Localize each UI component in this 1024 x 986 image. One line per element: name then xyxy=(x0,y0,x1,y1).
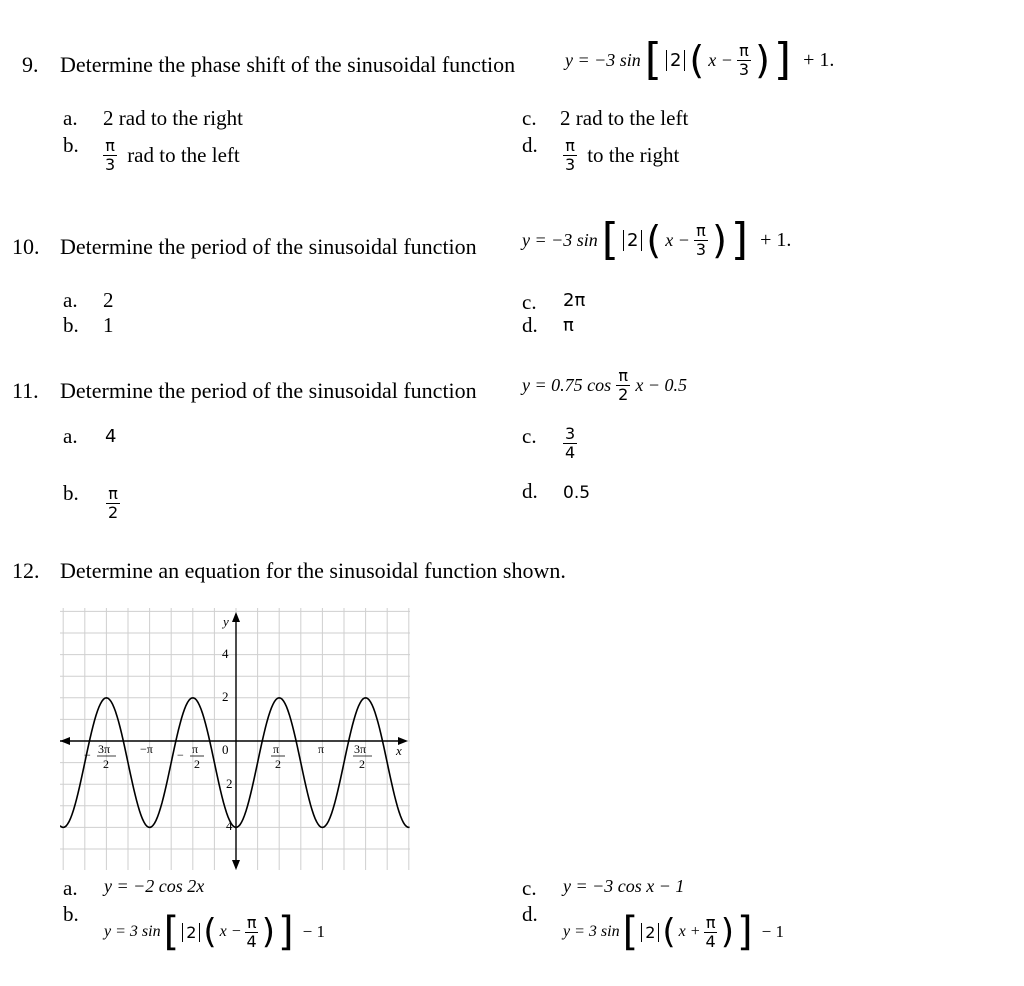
q9-option-b-fraction: $\frac{\pi}{3}$ xyxy=(105,136,116,174)
q10-option-b-letter: b. xyxy=(63,313,79,337)
q9-option-b[interactable]: $\frac{\pi}{3}$ rad to the left xyxy=(105,136,240,174)
q12-option-c[interactable]: y = −3 cos x − 1 xyxy=(563,876,685,896)
q11-option-b-fraction: $\frac{\pi}{2}$ xyxy=(108,484,119,522)
y-tick-2: 2 xyxy=(222,689,229,704)
q10-option-b[interactable]: 1 xyxy=(103,313,114,337)
q12-option-d-fraction: $\frac{\pi}{4}$ xyxy=(705,912,716,951)
q10-option-d-letter: d. xyxy=(522,313,538,337)
q11-formula-tail: x − 0.5 xyxy=(635,375,687,395)
q11-formula-lhs: y = 0.75 cos xyxy=(522,375,612,395)
q9-option-d-fraction: $\frac{\pi}{3}$ xyxy=(565,136,576,174)
q12-option-b-fraction: $\frac{\pi}{4}$ xyxy=(246,912,257,951)
q11-option-b-letter: b. xyxy=(63,481,79,505)
q11-option-c-letter: c. xyxy=(522,424,537,448)
q10-text: Determine the period of the sinusoidal function xyxy=(60,234,477,259)
q11-option-c[interactable] xyxy=(563,426,577,461)
y-tick-4: 4 xyxy=(222,646,229,661)
x-tick-0: 0 xyxy=(222,742,229,757)
q10-formula-x: x − xyxy=(665,229,690,250)
q10-option-d[interactable]: π xyxy=(563,315,574,336)
x-tick-pi: π xyxy=(318,742,325,756)
q10-formula-inner: 2 xyxy=(623,230,642,251)
q10-number: 10. xyxy=(12,234,40,259)
q10-formula-lhs: y = −3 sin xyxy=(522,229,598,250)
x-tick-neg-pi-2 xyxy=(177,742,204,771)
q10-formula-tail: + 1. xyxy=(760,228,792,251)
svg-text:π: π xyxy=(273,742,280,756)
q9-text: Determine the phase shift of the sinusoidal function xyxy=(60,52,516,77)
x-tick-neg-pi: −π xyxy=(140,742,153,756)
q12-option-d[interactable]: y = 3 sin [ 2 ( x + $\frac{\pi}{4}$ ) ] − 1 xyxy=(563,909,784,955)
q9-option-a-letter: a. xyxy=(63,106,78,130)
q9-formula-inner: 2 xyxy=(666,50,685,71)
q10-option-c[interactable]: 2π xyxy=(563,290,586,311)
x-tick-pi-2 xyxy=(271,742,285,771)
sinusoid-graph xyxy=(60,608,410,870)
q9-option-b-letter: b. xyxy=(63,133,79,157)
svg-text:3π: 3π xyxy=(354,742,367,756)
q12-number: 12. xyxy=(12,558,40,583)
q9-formula-lhs: y = −3 sin xyxy=(565,49,641,70)
y-axis-arrow-up xyxy=(232,612,240,622)
q9-formula: y = −3 sin [ 2 ( x − $\frac{\pi}{3}$ ) ] + 1. xyxy=(565,34,835,85)
svg-text:−: − xyxy=(177,748,184,762)
svg-text:π: π xyxy=(192,742,199,756)
y-tick-neg4: 4 xyxy=(226,818,233,833)
q10-option-a-letter: a. xyxy=(63,288,78,312)
svg-text:2: 2 xyxy=(275,757,281,771)
q12-text: Determine an equation for the sinusoidal function shown. xyxy=(60,558,566,583)
q10-option-c-letter: c. xyxy=(522,290,537,314)
q9-option-c[interactable]: 2 rad to the left xyxy=(560,106,689,130)
q9-formula-tail: + 1. xyxy=(803,48,835,71)
q11-option-c-fraction: $\frac{3}{4}$ xyxy=(565,424,576,462)
q9-option-d-letter: d. xyxy=(522,133,538,157)
svg-text:−: − xyxy=(84,748,91,762)
q11-option-d-letter: d. xyxy=(522,479,538,503)
q10-formula-fraction: $\frac{\pi}{3}$ xyxy=(695,220,707,259)
q9-formula-x: x − xyxy=(708,49,733,70)
q11-option-b[interactable] xyxy=(106,486,120,521)
graph-grid xyxy=(60,608,410,870)
y-axis-label: y xyxy=(223,614,229,629)
q11-option-d[interactable]: 0.5 xyxy=(563,483,591,503)
q11-number: 11. xyxy=(12,378,39,403)
q10-option-a[interactable]: 2 xyxy=(103,288,114,312)
q12-option-d-letter: d. xyxy=(522,902,538,926)
q11-formula-fraction: $\frac{\pi}{2}$ xyxy=(618,366,629,404)
x-tick-3pi-2 xyxy=(353,742,372,771)
q12-option-b[interactable]: y = 3 sin [ 2 ( x − $\frac{\pi}{4}$ ) ] − 1 xyxy=(104,909,325,955)
x-axis-arrow-left xyxy=(60,737,70,745)
q9-option-d[interactable]: $\frac{\pi}{3}$ to the right xyxy=(565,136,680,174)
q11-formula xyxy=(522,368,687,403)
svg-text:2: 2 xyxy=(359,757,365,771)
x-axis-label: x xyxy=(396,743,402,758)
q9-option-c-letter: c. xyxy=(522,106,537,130)
q9-number: 9. xyxy=(22,52,39,77)
q10-formula: y = −3 sin [ 2 ( x − $\frac{\pi}{3}$ ) ] + 1. xyxy=(522,214,792,265)
q12-option-a[interactable]: y = −2 cos 2x xyxy=(104,876,205,896)
q9-formula-fraction: $\frac{\pi}{3}$ xyxy=(738,40,750,79)
q11-text: Determine the period of the sinusoidal function xyxy=(60,378,477,403)
y-axis-arrow-down xyxy=(232,860,240,870)
y-tick-neg2: 2 xyxy=(226,776,233,791)
q11-option-a-letter: a. xyxy=(63,424,78,448)
q11-option-a[interactable]: 4 xyxy=(105,426,117,447)
svg-text:2: 2 xyxy=(103,757,109,771)
q12-option-b-letter: b. xyxy=(63,902,79,926)
q9-option-a[interactable]: 2 rad to the right xyxy=(103,106,243,130)
q12-option-a-letter: a. xyxy=(63,876,78,900)
svg-text:3π: 3π xyxy=(98,742,111,756)
q12-option-c-letter: c. xyxy=(522,876,537,900)
svg-text:2: 2 xyxy=(194,757,200,771)
